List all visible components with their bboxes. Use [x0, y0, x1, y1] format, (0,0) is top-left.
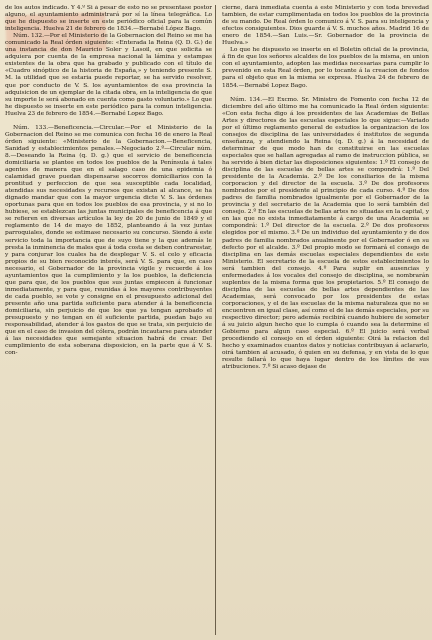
right-paragraph-1: cierne, dará inmediata cuenta á este Ministerio y con toda brevedad tambien, de estar cumplimentada en todos los pueblos de la provincia de su mando. De Real órden lo comunico á V. S. para su inteligencia y efectos consiguientes. Dios guarde á V. S. muchos años. Madrid 16 de enero de 1854.—San Luis.—Sr. Gobernador de la provincia de Huelva.» [222, 5, 429, 47]
right-paragraph-2: Lo que he dispuesto se inserte en el Boletin oficial de la provincia, á fin de que los señores alcaldes de los pueblos de la misma, en union con el ayuntamiento, adopten las medidas necesarias para cumplir lo prevenido en esta Real órden, por lo tocante á la creacion de fondos para el objeto que en la misma se expresa. Huelva 24 de febrero de 1854.—Bernabé Lopez Bago. [222, 47, 429, 89]
right-column [222, 5, 429, 635]
left-paragraph-3: Núm. 133.—Beneficencia.—Circular.—Por el Ministerio de la Gobernacion del Reino se me comunica con fecha 16 de enero la Real órden siguiente: «Ministerio de la Gobernacion.—Beneficencia, Sanidad y establecimientos penales.—Negociado 2.º—Circular núm. 8.—Deseando la Reina (q. D. g.) que el servicio de beneficencia domiciliaria se plantee en todos los pueblos de la Península á tales agentes de manera que en el salago caso de una epidemia ó calamidad grave puedan dispensarse socorros domiciliarios con la prontitud y perfeccion de que sea susceptible cada localidad, atendidas sus necesidades y recursos que existan al alcance, se ha dignado mandar que con la mayor urgencia dicte V. S. las órdenes oportunas para que en todos los pueblos de esa provincia, y si no lo hubiese, se establezcan las juntas municipales de beneficencia á que se refieren en diversas artículos la ley de 20 de junio de 1849 y el reglamento de 14 de mayo de 1852, planteando á la vez juntas parroquiales, donde se estimase necesario su concurso. Siendo á este servicio toda la importancia que de suyo tiene y la que además le presta la inminencia de males que á toda costa se deben contrarestar, y para conjurar los cuales ha de desplegar V. S. el celo y eficacia propios de su bien reconocido interés, será V. S. para que, en caso necesario, el Gobernador de la provincia vigile y recuerde á los ayuntamientos que la cumplimiento y la los pueblos, la deficiencia que para que, de los pueblos que sus juntas empiecen á funcionar inmediatamente, y para que, reunidas á los mayores contribuyentes de cada pueblo, se vote y consigne en el presupuesto adicional del presente año una partida suficiente para atender á la beneficencia domiciliaria, sin perjuicio de que los que ya tengan aprobado el presupuesto y no tengan en él suficiente partida, puedan bajo su responsabilidad, atender á los gastos de que se trata, sin perjuicio de que en el caso de invasion del cólera, podrán incautarse para atender á las necesidades que semejante situacion habrá de crear. Del cumplimiento de esta soberana disposicion, en la parte que á V. S. con- [5, 124, 212, 357]
column-divider [215, 5, 216, 635]
left-paragraph-1: de los autos indicado. Y 4.º Si á pesar de esto no se presentase postor alguno, el ayuntamiento administrará por sí la línea telegráfica. Lo que he dispuesto se inserte en este periódico oficial para la común inteligencia. Huelva 21 de febrero de 1834.—Bernabé López Bago. [5, 5, 212, 33]
left-column [5, 5, 212, 635]
left-paragraph-2: Núm. 132.—Por el Ministerio de la Gobernacion del Reino se me ha comunicado la Real órden siguiente: «Enterada la Reina (Q. D. G.) de una instancia de don Mauricio Soler y Lasoil, en que solicita se adquiera por cuenta de la empresa nacional la lámina y estampas existentes de la obra que ha grabado y publicado con el título de «Cuadro sinóptico de la historia de España,» y teniendo presente S. M. la utilidad que se estaria puede reportar, se ha servido resolver, que por conducto de V. S. los ayuntamientos de esa provincia la adquisicion de un ejemplar de la citada obra, en la inteligencia de que su importe le será abonado en cuenta como gasto voluntario.» Lo que he dispuesto se inserte en este periódico para la comun inteligencia. Huelva 23 de febrero de 1854.—Bernabé Lopez Bago. [5, 33, 212, 117]
right-paragraph-3: Núm. 134.—El Excmo. Sr. Ministro de Fomento con fecha 12 de diciembre del año último me ha comunicado la Real órden siguiente: «Con esta fecha digo á los presidentes de las Academias de Bellas Artes y directores de las escuelas especiales lo que sigue:—Variado por el último reglamento general de estudios la organizacion de los consejos de disciplina de las universidades é institutos de segunda enseñanza, y atendiendo la Reina (q. D. g.) á la necesidad de determinar de que modo han de constituirse en las escuelas especiales que se hallan agregadas al ramo de instruccion pública, se ha servido á bien dictar las disposiciones siguientes: 1.º El consejo de disciplina de las escuelas de bellas artes se compondrá: 1.º Del presidente de la Academia. 2.º De los consiliarios de la misma corporacion y del director de la escuela. 3.º De dos profesores nombrados por el presidente al principio de cada curso. 4.º De dos padres de familia nombrados igualmente por el Gobernador de la provincia y del secretario de la Academia que lo será también del consejo. 2.º En las escuelas de bellas artes no situadas en la capital, y en las que no exista inmediatamente á cargo de una Academia se compondrá: 1.º Del director de la escuela. 2.º De dos profesores elegidos por el mismo. 3.º De un individuo del ayuntamiento y de dos padres de familia nombrados anualmente por el Gobernador ó en su defecto por el alcalde. 3.º Del propio modo se formará el consejo de disciplina en las demás escuelas especiales dependientes de este Ministerio. El secretario de la escuela de estos establecimientos lo será tambien del consejo. 4.º Para suplir en ausencias y enfermedades á los vocales del consejo de disciplina, se nombrarán suplentes de la misma forma que los propietarios. 5.º El consejo de disciplina de las escuelas de bellas artes dependientes de las Academias, será convocado por los presidentes de estas corporaciones, y el de las escuelas de la misma naturaleza que no se encuentren en igual clase, así como el de las demás especiales, por su respectivo director; pero además recibirá cuando hubiere de someter á su juicio algun hecho que lo cumpla ó cuando sea la determine el Gobierno para algun caso especial. 6.º El juicio será verbal procediendo el consejo en el órden siguiente: Oirá la relacion del hecho y examinados cuantos datos y noticias contribuyan á aclararlo, oirá tambien al acusado, ó quien en su defensa, y en vista de lo que resulte fallará lo que haya lugar dentro de los límites de sus atribuciones. 7.º Si acaso dejase de [222, 96, 429, 371]
